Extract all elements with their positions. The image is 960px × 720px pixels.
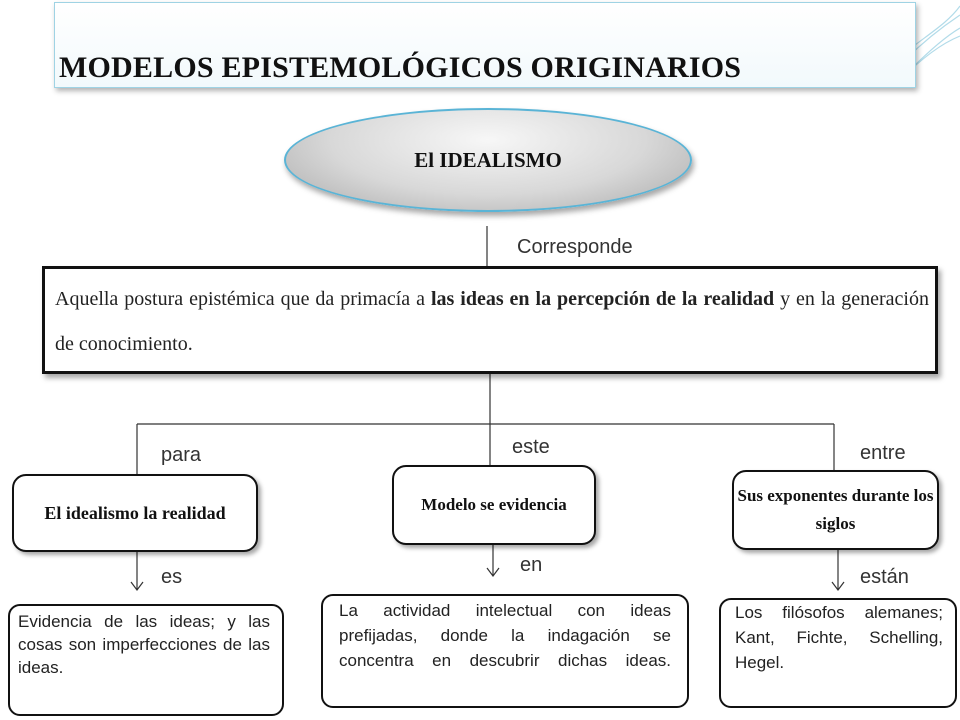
- node-exponentes-siglos-label: Sus exponentes durante los siglos: [737, 486, 934, 533]
- node-exponentes-siglos: [732, 470, 939, 550]
- node-modelo-evidencia-label: Modelo se evidencia: [421, 495, 567, 514]
- arrow-right: [832, 548, 844, 590]
- definition-box: [42, 266, 938, 374]
- root-node-idealismo: [284, 108, 692, 212]
- edge-label-es: es: [161, 566, 183, 588]
- edge-label-en: en: [520, 554, 543, 576]
- leaf-evidencia-ideas: [8, 604, 284, 716]
- arrow-middle: [487, 542, 499, 576]
- edge-label-este: este: [512, 436, 550, 458]
- page-title: MODELOS EPISTEMOLÓGICOS ORIGINARIOS: [59, 51, 742, 84]
- arrow-left: [131, 552, 143, 590]
- node-idealismo-realidad: [12, 474, 258, 552]
- leaf-filosofos-alemanes-text: Los filósofos alemanes; Kant, Fichte, Schelling, Hegel.: [735, 603, 943, 672]
- root-node-label: El IDEALISMO: [414, 147, 562, 172]
- leaf-actividad-intelectual: [321, 594, 689, 708]
- definition-part1: Aquella postura epistémica que da primacía a: [55, 288, 431, 310]
- node-modelo-evidencia: [392, 465, 596, 545]
- node-idealismo-realidad-label: El idealismo la realidad: [44, 503, 226, 523]
- leaf-actividad-intelectual-text: La actividad intelectual con ideas prefijadas, donde la indagación se concentra en descubrir dichas ideas.: [339, 601, 671, 670]
- definition-text: [55, 277, 929, 367]
- edge-label-estan: están: [860, 566, 909, 588]
- title-banner: [54, 2, 916, 88]
- definition-part2: y en la generación de conocimiento.: [55, 288, 929, 355]
- edge-label-entre: entre: [860, 442, 906, 464]
- leaf-evidencia-ideas-text: Evidencia de las ideas; y las cosas son imperfecciones de las ideas.: [18, 612, 270, 677]
- edge-label-para: para: [161, 444, 202, 466]
- leaf-filosofos-alemanes: [719, 598, 957, 708]
- edge-label-corresponde: Corresponde: [517, 236, 633, 258]
- definition-bold: las ideas en la percepción de la realidad: [430, 288, 775, 310]
